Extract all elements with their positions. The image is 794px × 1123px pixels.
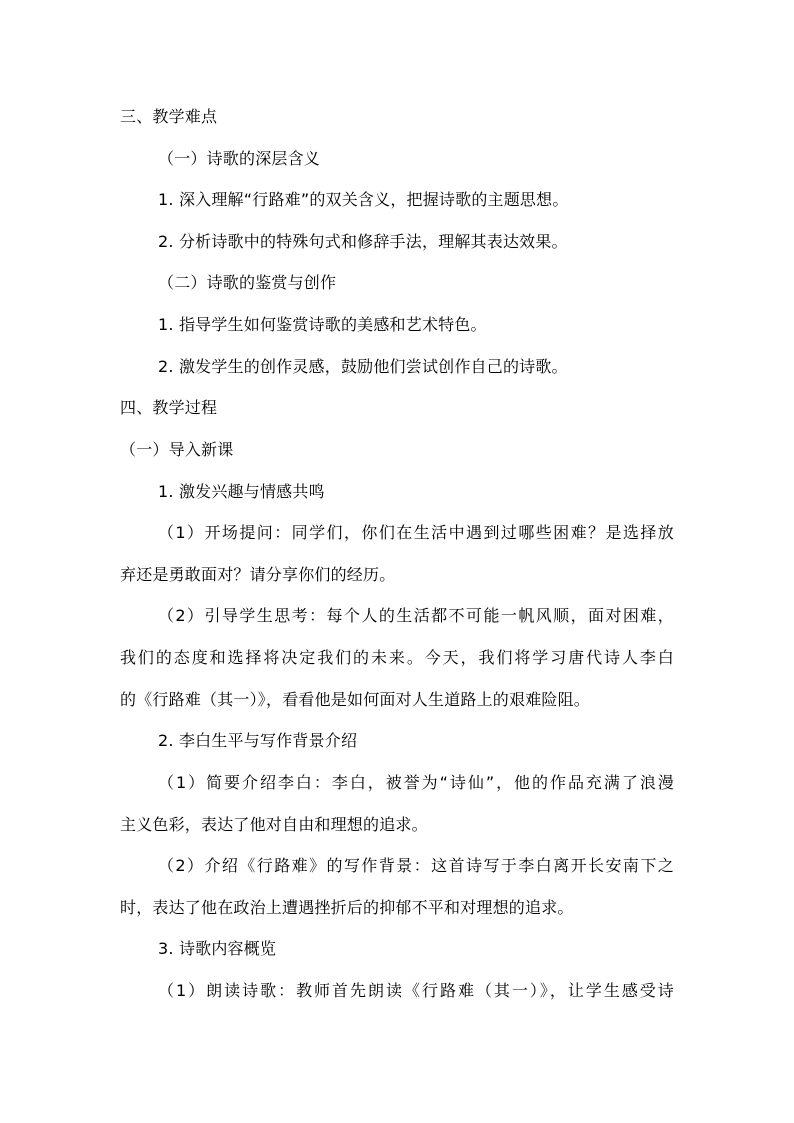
section-heading-teaching-difficulties: 三、教学难点 [120,107,218,126]
paragraph-line: 我们的态度和选择将决定我们的未来。今天，我们将学习唐代诗人李白 [120,648,674,667]
numbered-heading: 3. 诗歌内容概览 [158,939,277,958]
numbered-heading: 1. 激发兴趣与情感共鸣 [158,482,325,501]
paragraph-line: 的《行路难（其一）》，看看他是如何面对人生道路上的艰难险阻。 [120,690,591,709]
numbered-heading: 2. 李白生平与写作背景介绍 [158,731,358,750]
paragraph-line: （1）朗读诗歌：教师首先朗读《行路难（其一）》，让学生感受诗 [158,981,674,1000]
paragraph-line: 主义色彩，表达了他对自由和理想的追求。 [120,815,428,834]
paragraph-line: 时，表达了他在政治上遭遇挫折后的抑郁不平和对理想的追求。 [120,898,574,917]
subheading-appreciation-creation: （二）诗歌的鉴赏与创作 [158,273,337,292]
paragraph-line: （2）介绍《行路难》的写作背景：这首诗写于李白离开长安南下之 [158,856,674,875]
paragraph-line: （1）简要介绍李白：李白，被誉为“诗仙”，他的作品充满了浪漫 [158,773,674,792]
list-item: 2. 分析诗歌中的特殊句式和修辞手法，理解其表达效果。 [158,232,568,251]
section-heading-teaching-process: 四、教学过程 [120,398,218,417]
subheading-introduction: （一）导入新课 [120,440,234,459]
list-item: 1. 深入理解“行路难”的双关含义，把握诗歌的主题思想。 [158,190,569,209]
list-item: 1. 指导学生如何鉴赏诗歌的美感和艺术特色。 [158,315,487,334]
paragraph-line: 弃还是勇敢面对？请分享你们的经历。 [120,565,396,584]
list-item: 2. 激发学生的创作灵感，鼓励他们尝试创作自己的诗歌。 [158,357,568,376]
paragraph-line: （1）开场提问：同学们，你们在生活中遇到过哪些困难？是选择放 [158,523,674,542]
paragraph-line: （2）引导学生思考：每个人的生活都不可能一帆风顺，面对困难， [158,606,674,625]
subheading-deep-meaning: （一）诗歌的深层含义 [158,149,321,168]
